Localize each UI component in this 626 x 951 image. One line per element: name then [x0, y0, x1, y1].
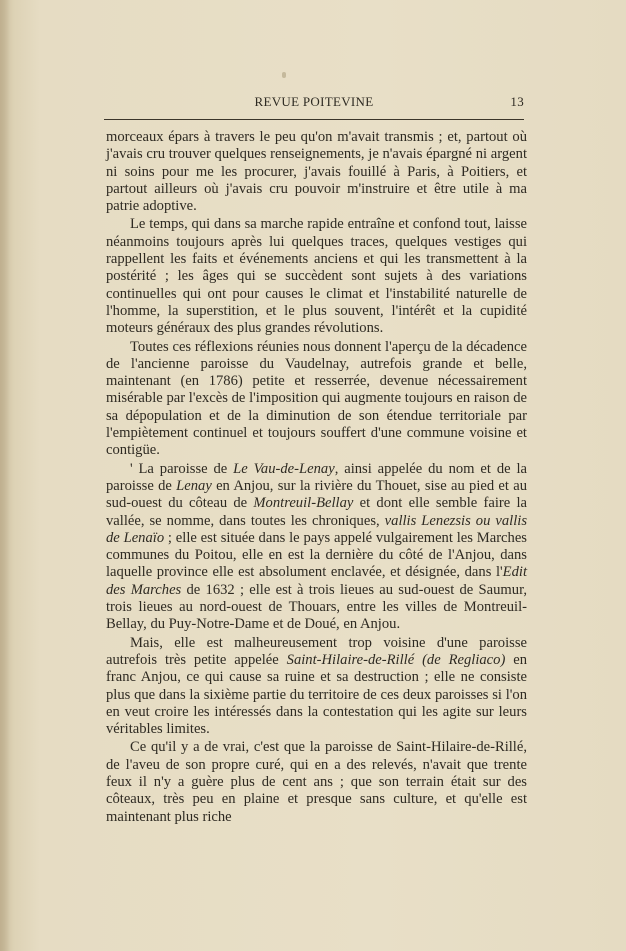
paragraph: [106, 635, 527, 739]
text-run: Mais, elle est malheureusement trop voisine d'une paroisse autrefois très petite appelée: [106, 634, 527, 668]
italic-text: Le Vau-de-Lenay: [233, 460, 335, 477]
text-run: Le temps, qui dans sa marche rapide entraîne et confond tout, laisse néanmoins toujours après lui quelques traces, quelques vestiges qui rappellent les faits et événements anciens et qui les transmettent à la postérité ; les âges qui se succèdent sont sujets à des variations continuelles qui ont pour causes le climat et l'instabilité naturelle de l'homme, la superstition, et le plus souvent, l'intérêt et la cupidité moteurs généraux des plus grandes révolutions.: [106, 216, 527, 337]
paragraph: [106, 216, 527, 337]
text-run: Toutes ces réflexions réunies nous donnent l'aperçu de la décadence de l'ancienne paroisse du Vaudelnay, autrefois grande et belle, maintenant (en 1786) petite et resserrée, devenue nécessairement misérable par l'excès de l'imposition qui augmente toujours en raison de sa dépopulation et de la diminution de son étendue territoriale par l'empiètement continuel et toujours souffert d'une commune voisine et contigüe.: [106, 338, 527, 459]
text-run: Ce qu'il y a de vrai, c'est que la paroisse de Saint-Hilaire-de-Rillé, de l'aveu de son propre curé, qui en a des relevés, n'avait que trente feux il n'y a guère plus de cent ans ; que son terrain était sur des côteaux, très peu en plaine et presque sans culture, et qu'elle est maintenant plus riche: [106, 739, 527, 825]
text-run: , ainsi appelée du nom et de la paroisse de: [106, 460, 528, 494]
text-run: en franc Anjou, ce qui cause sa ruine et sa destruction ; elle ne consiste plus que dans la sixième partie du territoire de ces deux paroisses si l'on en veut croire les intéressés dans la contestation qui les agite sur leurs véritables limites.: [106, 651, 527, 738]
page-binding-shadow: [0, 0, 10, 951]
paragraph: [106, 461, 527, 634]
header-rule: [104, 119, 524, 120]
italic-text: Lenay: [176, 477, 212, 494]
paper-speck: [282, 72, 286, 78]
italic-text: Edit des Marches: [106, 564, 527, 598]
text-run: et dont elle semble faire la vallée, se nomme, dans toutes les chroniques,: [106, 495, 527, 529]
italic-text: Saint-Hilaire-de-Rillé (de Regliaco): [286, 651, 506, 668]
paragraph: [106, 339, 527, 460]
text-run: de 1632 ; elle est à trois lieues au sud-ouest de Saumur, trois lieues au nord-ouest de Thouars, entre les villes de Montreuil-Bellay, du Puy-Notre-Dame et de Doué, en Anjou.: [106, 581, 527, 633]
text-run: en Anjou, sur la rivière du Thouet, sise au pied et au sud-ouest du côteau de: [106, 477, 527, 512]
body-text: [106, 129, 527, 826]
text-run: ; elle est située dans le pays appelé vulgairement les Marches communes du Poitou, elle en est la dernière du côté de l'Anjou, dans laquelle province elle est absolument enclavée, et désignée, dans l': [106, 529, 527, 581]
paragraph: [106, 739, 527, 825]
text-run: morceaux épars à travers le peu qu'on m'avait transmis ; et, partout où j'avais cru trouver quelques renseignements, je n'avais épargné ni argent ni soins pour me les procurer, j'avais fouillé à Paris, à Poitiers, et partout ailleurs où j'avais cru pouvoir m'instruire et être utile à ma patrie adoptive.: [106, 129, 527, 215]
page-header: [104, 92, 524, 114]
page-number: 13: [510, 94, 524, 109]
italic-text: Montreuil-Bellay: [253, 495, 354, 512]
italic-text: vallis Lenezsis ou vallis de Lenaïo: [106, 512, 527, 546]
running-title: REVUE POITEVINE: [254, 94, 374, 109]
text-run: ' La paroisse de: [130, 460, 234, 477]
paragraph: [106, 129, 527, 215]
